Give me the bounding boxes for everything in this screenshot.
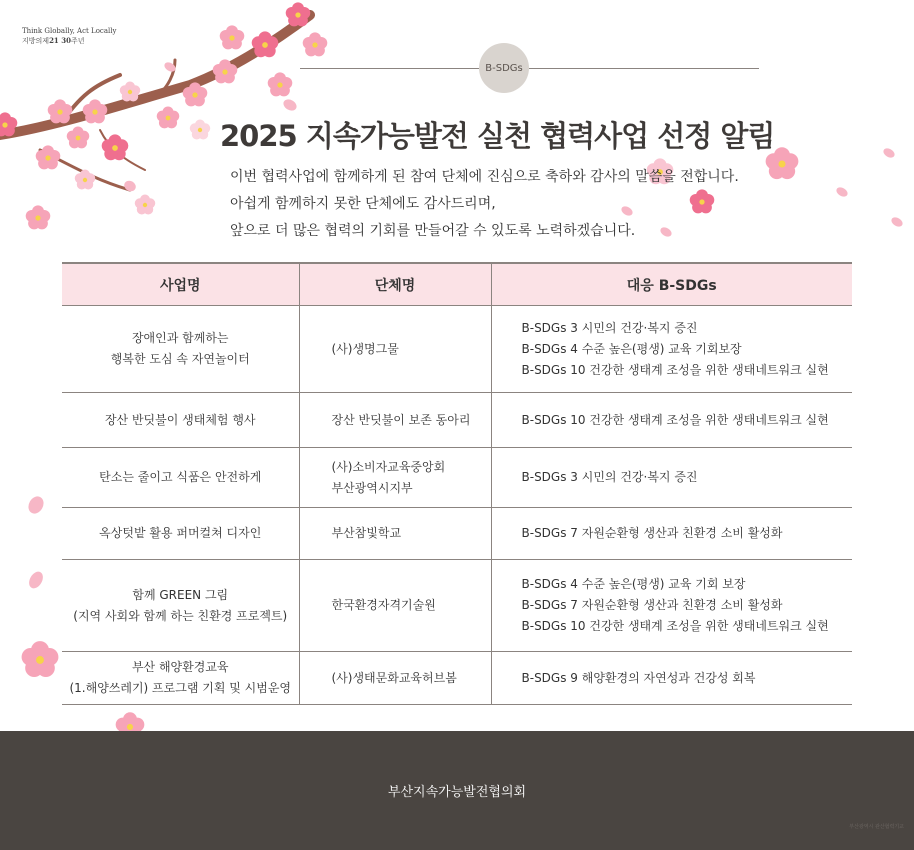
blossom-petal <box>281 97 298 113</box>
blossom-petal <box>36 150 48 162</box>
blossom-petal <box>213 64 225 76</box>
blossom-center <box>127 724 133 730</box>
blossom-petal <box>835 186 849 199</box>
blossom-center <box>198 128 202 132</box>
footer <box>0 731 914 850</box>
blossom-center <box>262 42 268 48</box>
blossom-petal <box>882 147 896 160</box>
project-cell: 옥상텃밭 활용 퍼머컬쳐 디자인 <box>62 508 299 560</box>
blossom-petal <box>83 104 95 116</box>
blossom-petal <box>286 7 298 19</box>
blossom-petal <box>67 131 78 142</box>
blossom-petal <box>183 87 195 99</box>
blossom-petal <box>120 85 130 95</box>
blossom-center <box>45 155 50 160</box>
blossom-petal <box>48 104 60 116</box>
blossom-petal <box>22 648 40 666</box>
header-organization: 단체명 <box>299 263 491 306</box>
title-rule-left <box>300 68 479 69</box>
tagline <box>22 26 116 46</box>
bsdgs-cell: B-SDGs 3 시민의 건강·복지 증진 B-SDGs 4 수준 높은(평생) 교육 기회보장 B-SDGs 10 건강한 생태계 조성을 위한 생태네트워크 실현 <box>491 306 852 393</box>
blossom-petal <box>268 77 280 89</box>
blossom-center <box>229 35 234 40</box>
footer-fine-print: 부산광역시 관산협력기교 <box>849 824 904 830</box>
blossom-center <box>112 145 118 151</box>
intro-text <box>230 164 739 245</box>
intro-line: 아쉽게 함께하지 못한 단체에도 감사드리며, <box>230 196 496 212</box>
blossom-petal <box>26 569 45 591</box>
table-row <box>62 652 852 705</box>
blossom-center <box>222 69 227 74</box>
table-row <box>62 306 852 393</box>
table-row <box>62 508 852 560</box>
bsdgs-badge: B-SDGs <box>479 43 529 93</box>
table-header-row <box>62 263 852 306</box>
header-project: 사업명 <box>62 263 299 306</box>
blossom-center <box>143 203 147 207</box>
blossom-petal <box>190 123 200 133</box>
organization-cell: 한국환경자격기술원 <box>299 560 491 652</box>
blossom-petal <box>766 153 782 169</box>
blossom-petal <box>135 198 145 208</box>
bsdgs-cell: B-SDGs 7 자원순환형 생산과 친환경 소비 활성화 <box>491 508 852 560</box>
blossom-petal <box>220 30 232 42</box>
blossom-petal <box>157 111 168 122</box>
blossom-petal <box>116 718 130 732</box>
blossom-petal <box>25 494 46 517</box>
title-rule-right <box>529 68 759 69</box>
intro-line: 이번 협력사업에 함께하게 된 참여 단체에 진심으로 축하와 감사의 말씀을 전합니다. <box>230 169 739 185</box>
blossom-petal <box>252 36 265 49</box>
blossom-center <box>166 116 171 121</box>
page-title: 2025 지속가능발전 실천 협력사업 선정 알림 <box>220 119 775 153</box>
organization-cell: (사)생명그물 <box>299 306 491 393</box>
tagline-slogan: Think Globally, Act Locally <box>22 27 117 35</box>
blossom-petal <box>890 216 904 229</box>
blossom-petal <box>75 173 85 183</box>
blossom-center <box>2 122 7 127</box>
blossom-petal <box>102 139 115 152</box>
blossom-center <box>76 136 81 141</box>
blossom-center <box>35 215 40 220</box>
organization-cell: 장산 반딧불이 보존 동아리 <box>299 393 491 448</box>
blossom-center <box>778 160 785 167</box>
bsdgs-cell: B-SDGs 10 건강한 생태계 조성을 위한 생태네트워크 실현 <box>491 393 852 448</box>
table-row <box>62 448 852 508</box>
project-cell: 탄소는 줄이고 식품은 안전하게 <box>62 448 299 508</box>
project-cell: 함께 GREEN 그림 (지역 사회와 함께 하는 친환경 프로젝트) <box>62 560 299 652</box>
table-row <box>62 560 852 652</box>
tagline-anniversary: 지방의제21 30주년 <box>22 36 85 45</box>
blossom-petal <box>122 179 137 194</box>
table-row <box>62 393 852 448</box>
header-bsdgs: 대응 B-SDGs <box>491 263 852 306</box>
footer-organization: 부산지속가능발전협의회 <box>387 785 527 800</box>
blossom-center <box>312 42 317 47</box>
intro-line: 앞으로 더 많은 협력의 기회를 만들어갈 수 있도록 노력하겠습니다. <box>230 223 636 239</box>
blossom-center <box>277 82 282 87</box>
blossom-petal <box>26 210 38 222</box>
blossom-center <box>295 12 300 17</box>
project-cell: 장애인과 함께하는 행복한 도심 속 자연놀이터 <box>62 306 299 393</box>
blossom-center <box>36 656 44 664</box>
organization-cell: (사)생태문화교육허브봄 <box>299 652 491 705</box>
blossom-center <box>192 92 197 97</box>
organization-cell: 부산참빛학교 <box>299 508 491 560</box>
organization-cell: (사)소비자교육중앙회 부산광역시지부 <box>299 448 491 508</box>
blossom-center <box>83 178 87 182</box>
bsdgs-cell: B-SDGs 9 해양환경의 자연성과 건강성 회복 <box>491 652 852 705</box>
blossom-center <box>92 109 97 114</box>
project-cell: 장산 반딧불이 생태체험 행사 <box>62 393 299 448</box>
project-cell: 부산 해양환경교육 (1.해양쓰레기) 프로그램 기획 및 시범운영 <box>62 652 299 705</box>
blossom-center <box>128 90 132 94</box>
blossom-center <box>57 109 62 114</box>
bsdgs-cell: B-SDGs 3 시민의 건강·복지 증진 <box>491 448 852 508</box>
bsdgs-cell: B-SDGs 4 수준 높은(평생) 교육 기회 보장 B-SDGs 7 자원순환형 생산과 친환경 소비 활성화 B-SDGs 10 건강한 생태계 조성을 위한 생태네트워크 실현 <box>491 560 852 652</box>
blossom-petal <box>303 37 315 49</box>
project-table <box>62 262 852 705</box>
